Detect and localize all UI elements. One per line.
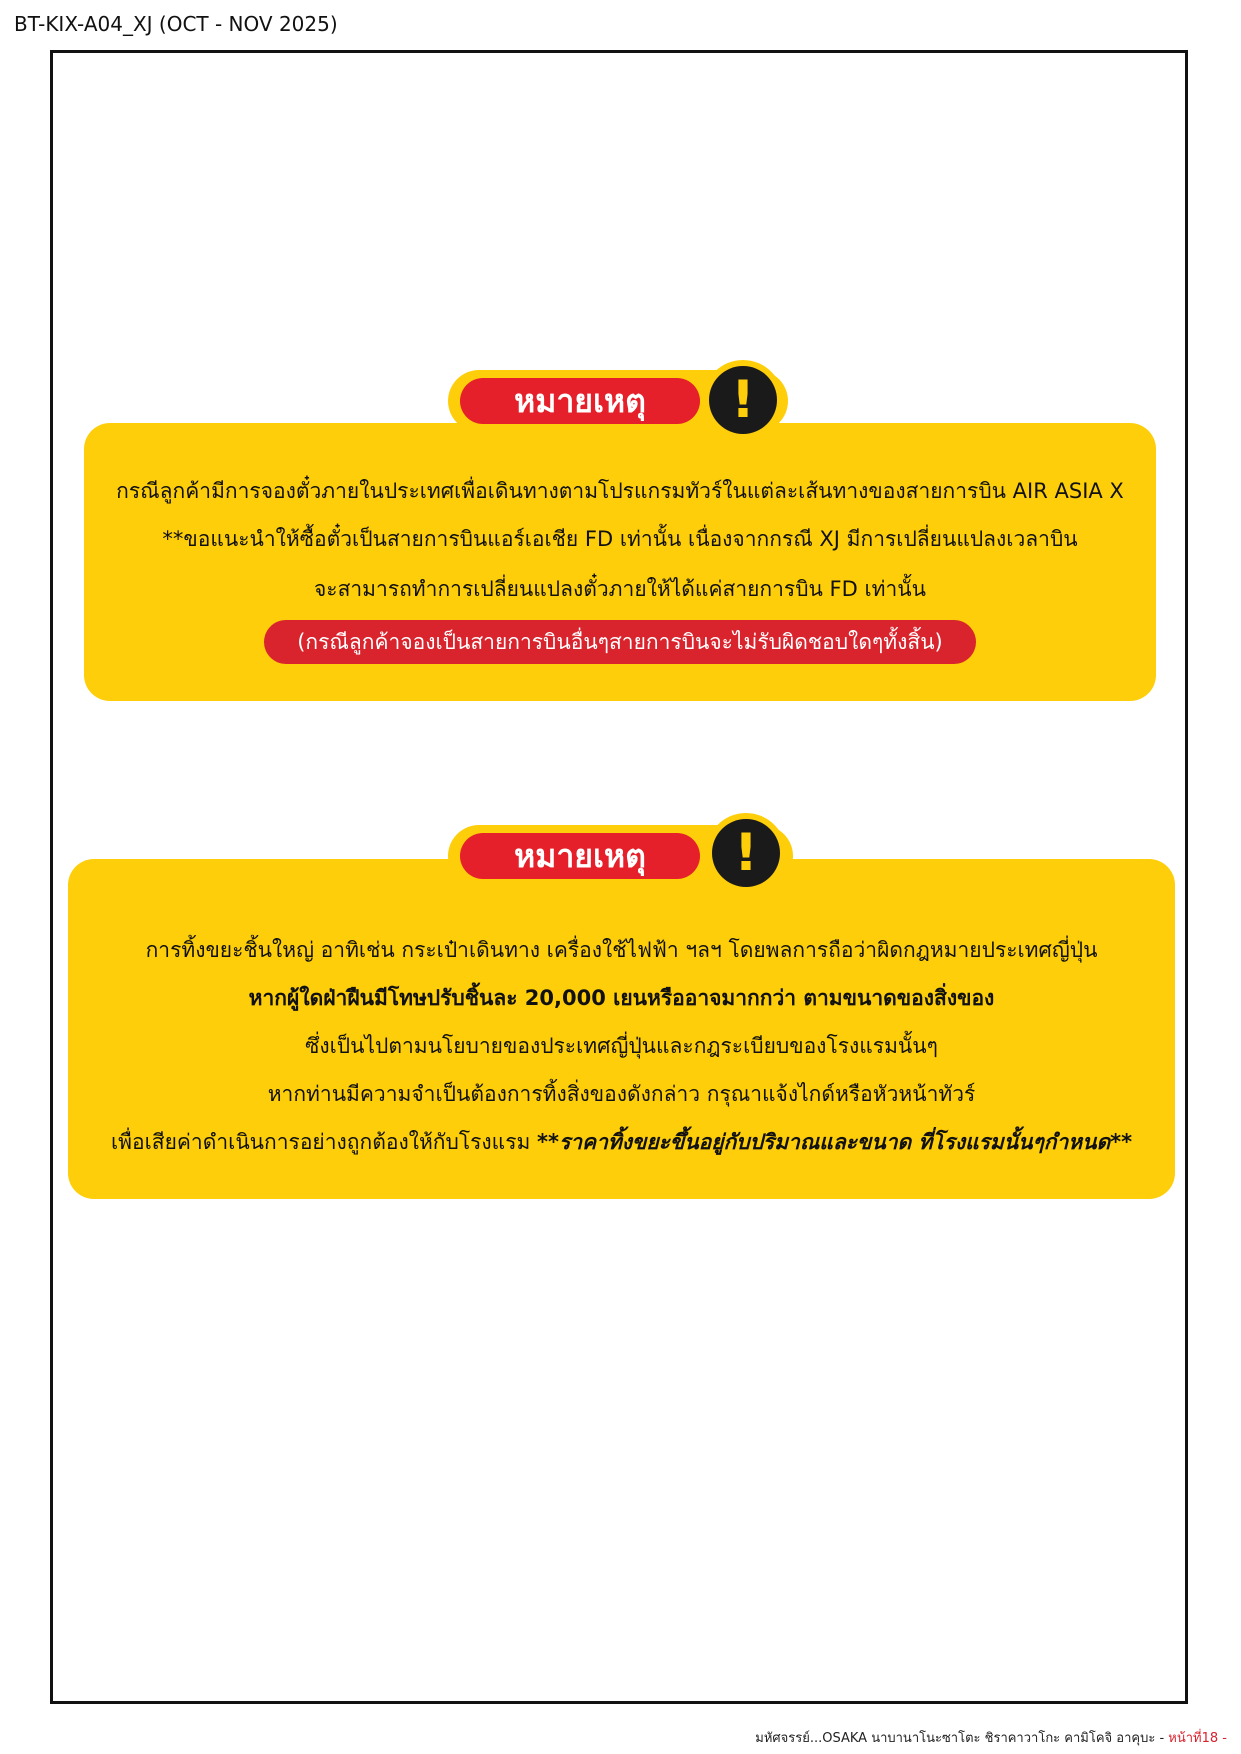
note-line-last <box>68 1127 1175 1157</box>
note-line: **ขอแนะนำให้ซื้อตั๋วเป็นสายการบินแอร์เอเชีย FD เท่านั้น เนื่องจากกรณี XJ มีการเปลี่ยนแปลงเวลาบิน <box>162 527 1078 551</box>
page-footer <box>755 1727 1227 1748</box>
document-code: BT-KIX-A04_XJ (OCT - NOV 2025) <box>14 12 338 36</box>
note-box-trash <box>68 859 1175 1199</box>
footer-text: มหัศจรรย์...OSAKA นาบานาโนะซาโตะ ชิราคาวาโกะ คามิโคจิ อาคุบะ - <box>755 1731 1169 1746</box>
exclamation-icon: ! <box>709 366 777 434</box>
note-line: หากผู้ใดฝ่าฝืนมีโทษปรับชิ้นละ 20,000 เยนหรืออาจมากกว่า ตามขนาดของสิ่งของ <box>248 986 995 1010</box>
badge-label: หมายเหตุ <box>460 378 700 424</box>
page-frame <box>50 50 1188 1704</box>
note-line-prefix: เพื่อเสียค่าดำเนินการอย่างถูกต้องให้กับโรงแรม <box>110 1130 537 1154</box>
exclamation-icon: ! <box>712 819 780 887</box>
note-line: จะสามารถทำการเปลี่ยนแปลงตั๋วภายให้ได้แค่สายการบิน FD เท่านั้น <box>313 577 927 601</box>
page-number: หน้าที่18 - <box>1168 1731 1227 1746</box>
note-line-emphasis: **ราคาทิ้งขยะขึ้นอยู่กับปริมาณและขนาด ที่โรงแรมนั้นๆกำหนด** <box>537 1130 1133 1154</box>
note-box-flight <box>84 423 1156 701</box>
badge-circle <box>706 813 786 893</box>
note-line: หากท่านมีความจำเป็นต้องการทิ้งสิ่งของดังกล่าว กรุณาแจ้งไกด์หรือหัวหน้าทัวร์ <box>267 1082 976 1106</box>
note-line: ซึ่งเป็นไปตามนโยบายของประเทศญี่ปุ่นและกฎระเบียบของโรงแรมนั้นๆ <box>305 1034 938 1058</box>
note-badge <box>448 825 793 887</box>
note-line: การทิ้งขยะชิ้นใหญ่ อาทิเช่น กระเป๋าเดินทาง เครื่องใช้ไฟฟ้า ฯลฯ โดยพลการถือว่าผิดกฎหมายประเทศญี่ปุ่น <box>145 938 1098 962</box>
warning-pill: (กรณีลูกค้าจองเป็นสายการบินอื่นๆสายการบินจะไม่รับผิดชอบใดๆทั้งสิ้น) <box>264 620 976 664</box>
note-badge <box>448 370 788 432</box>
badge-circle <box>703 360 783 440</box>
badge-label: หมายเหตุ <box>460 833 700 879</box>
note-line: กรณีลูกค้ามีการจองตั๋วภายในประเทศเพื่อเดินทางตามโปรแกรมทัวร์ในแต่ละเส้นทางของสายการบิน AIR ASIA X <box>116 479 1124 503</box>
